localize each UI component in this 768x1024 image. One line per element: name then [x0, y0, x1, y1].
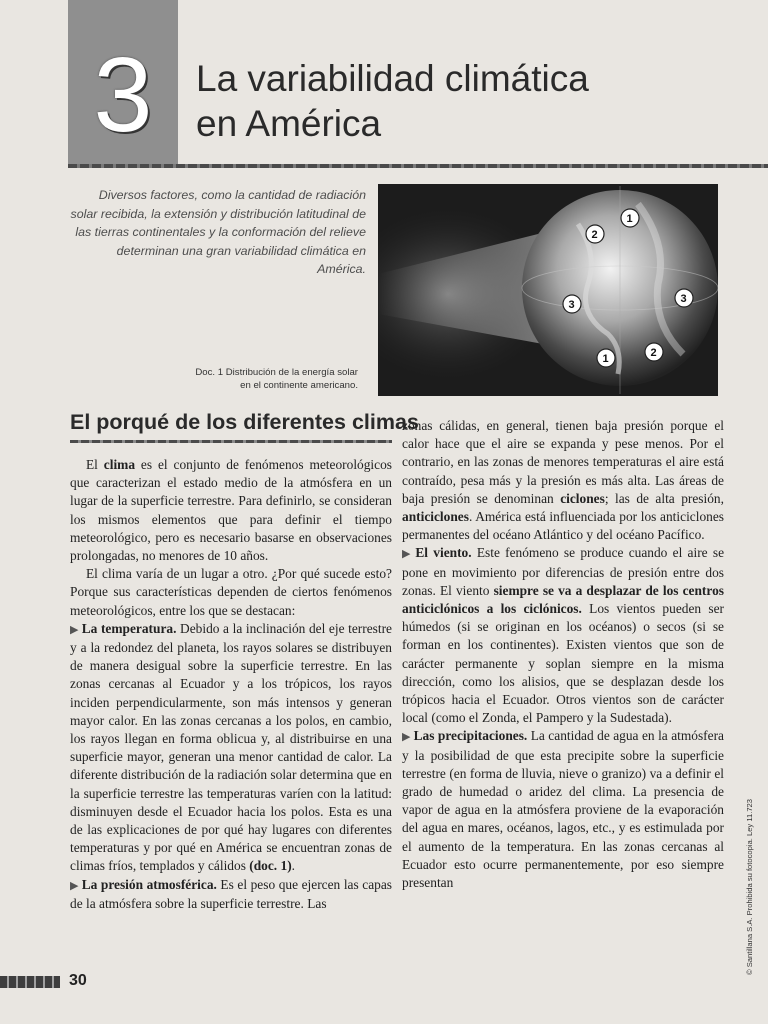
paragraph-precipitaciones: ▶ Las precipitaciones. La cantidad de agua en la atmósfera y la posibilidad de que esta precipite sobre la superficie terrestre (en forma de lluvia, nieve o granizo) va a definir el grado de humedad o aridez del clima. La presencia de vapor de agua en la atmósfera proviene de la evaporación del agua en mares, océanos, lagos, etc., y es estimulada por el aumento de la temperatura. En las zonas cercanas al Ecuador esto ocurre permanentemente, por eso siempre presentan [402, 728, 724, 891]
figure-caption-line2: en el continente americano. [240, 380, 358, 391]
figure-caption [150, 366, 358, 392]
bullet-arrow-icon: ▶ [402, 548, 413, 561]
zone-marker-label: 2 [591, 229, 598, 241]
chapter-title-line1: La variabilidad climática [196, 58, 589, 99]
right-text-column [402, 417, 724, 892]
left-text-column [70, 456, 392, 913]
section-title: El porqué de los diferentes climas [70, 410, 419, 434]
page-number: 30 [69, 972, 87, 989]
paragraph-variacion: El clima varía de un lugar a otro. ¿Por qué sucede esto? Porque sus características dependen de ciertos fenómenos meteorológicos, entre los que se destacan: [70, 566, 392, 618]
paragraph-clima: El clima es el conjunto de fenómenos meteorológicos que caracterizan el estado medio de la atmósfera en un lugar de la superficie terrestre. Para definirlo, se consideran los mismos elementos que para definir el tiempo meteorológico, pero es necesario basarse en observaciones prolongadas, no menores de 10 años. [70, 457, 392, 564]
zone-marker [645, 343, 663, 361]
bullet-arrow-icon: ▶ [402, 731, 411, 744]
paragraph-presion: ▶ La presión atmosférica. Es el peso que ejercen las capas de la atmósfera sobre la superficie terrestre. Las [70, 876, 392, 911]
zone-marker-label: 1 [602, 353, 609, 365]
footer-bar [0, 976, 60, 988]
copyright-notice: © Santillana S.A. Prohibida su fotocopia. Ley 11.723 [745, 798, 754, 975]
figure-caption-line1: Doc. 1 Distribución de la energía solar [195, 367, 358, 378]
section-divider [70, 440, 392, 443]
zone-marker-label: 2 [650, 347, 657, 359]
chapter-title [196, 56, 589, 146]
bullet-arrow-icon: ▶ [70, 879, 79, 892]
paragraph-viento: ▶ El viento. Este fenómeno se produce cuando el aire se pone en movimiento por diferencias de presión entre dos zonas. El viento siempre se va a desplazar de los centros anticiclónicos a los ciclónicos. Los vientos pueden ser húmedos (si se originan en los océanos) o secos (si se forman en los continentes). Existen vientos que son de carácter permanente y soplan siempre en la misma dirección, como los alisios, que se desplazan desde los trópicos hacia el Ecuador. Otros vientos son de carácter local (como el Zonda, el Pampero y la Sudestada). [402, 545, 725, 726]
zone-marker [586, 225, 604, 243]
earth-illustration [378, 184, 718, 396]
zone-marker [675, 289, 693, 307]
zone-marker [621, 209, 639, 227]
zone-marker-label: 1 [626, 213, 633, 225]
header-divider [68, 164, 768, 168]
earth-solar-energy-figure [378, 184, 718, 396]
zone-marker-label: 3 [568, 299, 575, 311]
paragraph-temperatura: ▶ La temperatura. Debido a la inclinación del eje terrestre y a la redondez del planeta, los rayos solares se distribuyen de manera desigual sobre la superficie terrestre. En las zonas cercanas al Ecuador y a los trópicos, los rayos inciden perpendicularmente, son más intensos y generan mayor calor. En las zonas cercanas a los polos, en cambio, los rayos llegan en forma oblicua y, al distribuirse en una superficie mayor, generan una menor cantidad de calor. La diferente distribución de la radiación solar determina que en la superficie terrestre las temperaturas varíen con la latitud: disminuyen desde el Ecuador hacia los polos. Esta es una de las explicaciones de por qué hay lugares con diferentes temperaturas y por qué en América se encuentran zonas de climas fríos, templados y cálidos (doc. 1). [70, 620, 392, 874]
chapter-number-box [68, 0, 178, 164]
paragraph-presion-cont: zonas cálidas, en general, tienen baja presión porque el calor hace que el aire se expanda y pese menos. Por el contrario, en las zonas de menores temperaturas el aire está contraído, pesa más y la presión es más alta. Las áreas de baja presión se denominan ciclones; las de alta presión, anticiclones. América está influenciada por los anticiclones permanentes del océano Atlántico y del océano Pacífico. [402, 418, 724, 543]
zone-marker [563, 295, 581, 313]
zone-marker-label: 3 [680, 293, 687, 305]
intro-text: Diversos factores, como la cantidad de radiación solar recibida, la extensión y distribución latitudinal de las tierras continentales y la conformación del relieve determinan una gran variabilidad climática en América. [70, 188, 366, 276]
zone-marker [597, 349, 615, 367]
bullet-arrow-icon: ▶ [70, 623, 79, 636]
chapter-number: 3 [93, 36, 153, 154]
chapter-title-line2: en América [196, 103, 382, 144]
